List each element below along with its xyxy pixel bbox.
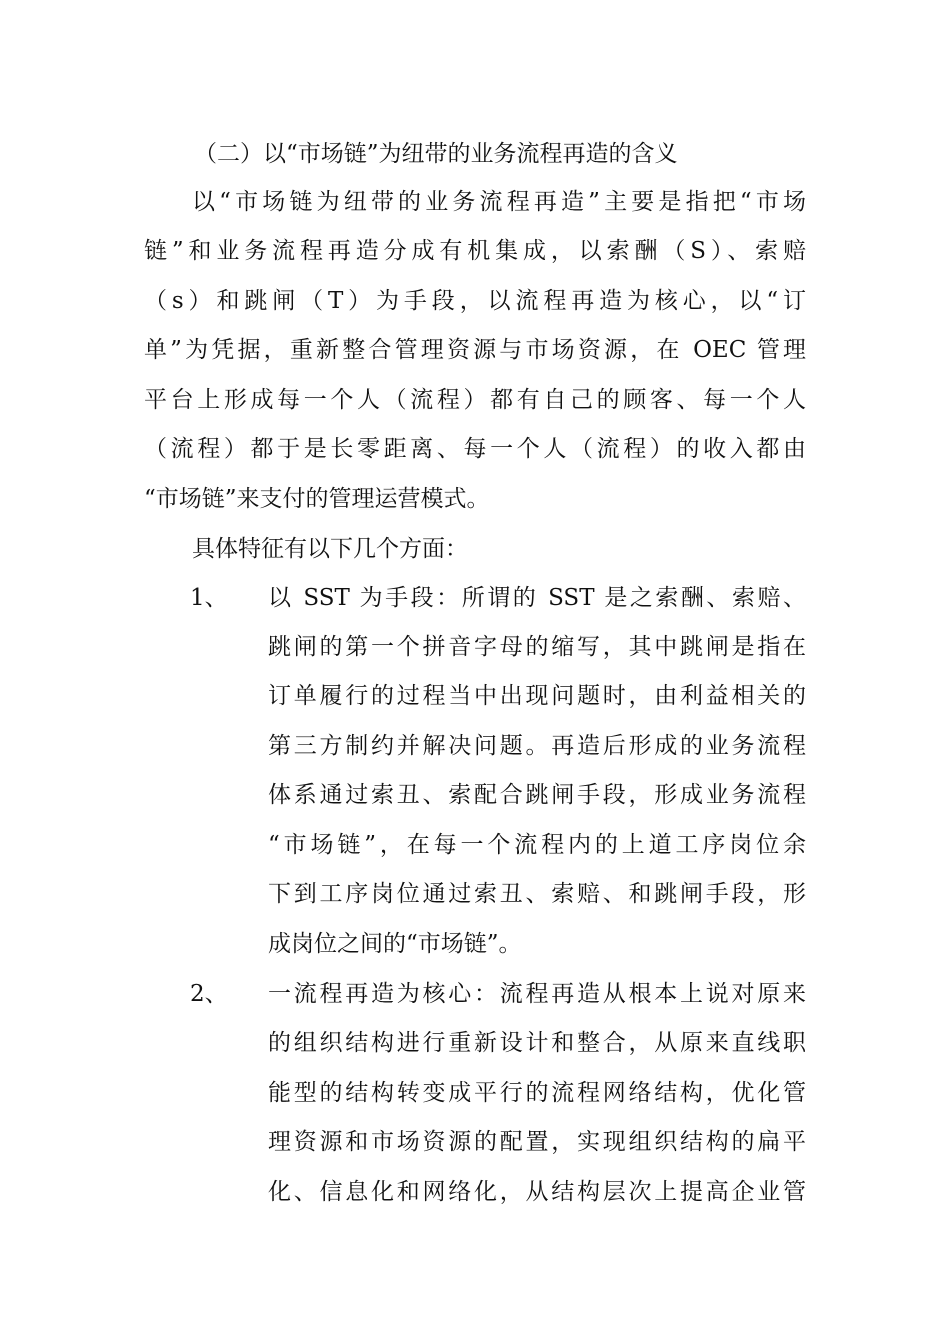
- list-item-line: “市场链”，在每一个流程内的上道工序岗位余: [268, 832, 806, 858]
- list-item-line: 理资源和市场资源的配置，实现组织结构的扁平: [268, 1129, 806, 1155]
- list-item-line: 体系通过索丑、索配合跳闸手段，形成业务流程: [268, 782, 806, 808]
- list-item-line: 订单履行的过程当中出现问题时，由利益相关的: [268, 683, 806, 709]
- list-item-line: 化、信息化和网络化，从结构层次上提高企业管: [268, 1179, 806, 1205]
- paragraph-line: 以“市场链为纽带的业务流程再造”主要是指把“市场: [192, 189, 806, 215]
- list-item-number: 1、: [190, 585, 228, 611]
- list-item-line: 一流程再造为核心：流程再造从根本上说对原来: [268, 981, 806, 1007]
- paragraph-line: 单”为凭据，重新整合管理资源与市场资源，在 OEC 管理: [144, 337, 806, 363]
- paragraph-line: （s）和跳闸（T）为手段，以流程再造为核心，以“订: [144, 288, 806, 314]
- list-item-line: 的组织结构进行重新设计和整合，从原来直线职: [268, 1030, 806, 1056]
- list-item-line: 下到工序岗位通过索丑、索赔、和跳闸手段，形: [268, 881, 806, 907]
- list-item-line: 跳闸的第一个拼音字母的缩写，其中跳闸是指在: [268, 634, 806, 660]
- list-item-line: 能型的结构转变成平行的流程网络结构，优化管: [268, 1080, 806, 1106]
- list-item-line: 以 SST 为手段：所谓的 SST 是之索酬、索赔、: [268, 585, 806, 611]
- section-heading: （二）以“市场链”为纽带的业务流程再造的含义: [194, 141, 678, 167]
- list-item-line: 成岗位之间的“市场链”。: [268, 931, 522, 957]
- intro-line: 具体特征有以下几个方面：: [192, 536, 468, 562]
- paragraph-line: “市场链”来支付的管理运营模式。: [144, 486, 490, 512]
- paragraph-line: 平台上形成每一个人（流程）都有自己的顾客、每一个人: [144, 387, 806, 413]
- paragraph-line: 链”和业务流程再造分成有机集成，以索酬（S）、索赔: [144, 238, 806, 264]
- list-item-number: 2、: [190, 981, 228, 1007]
- list-item-line: 第三方制约并解决问题。再造后形成的业务流程: [268, 733, 806, 759]
- paragraph-line: （流程）都于是长零距离、每一个人（流程）的收入都由: [144, 436, 806, 462]
